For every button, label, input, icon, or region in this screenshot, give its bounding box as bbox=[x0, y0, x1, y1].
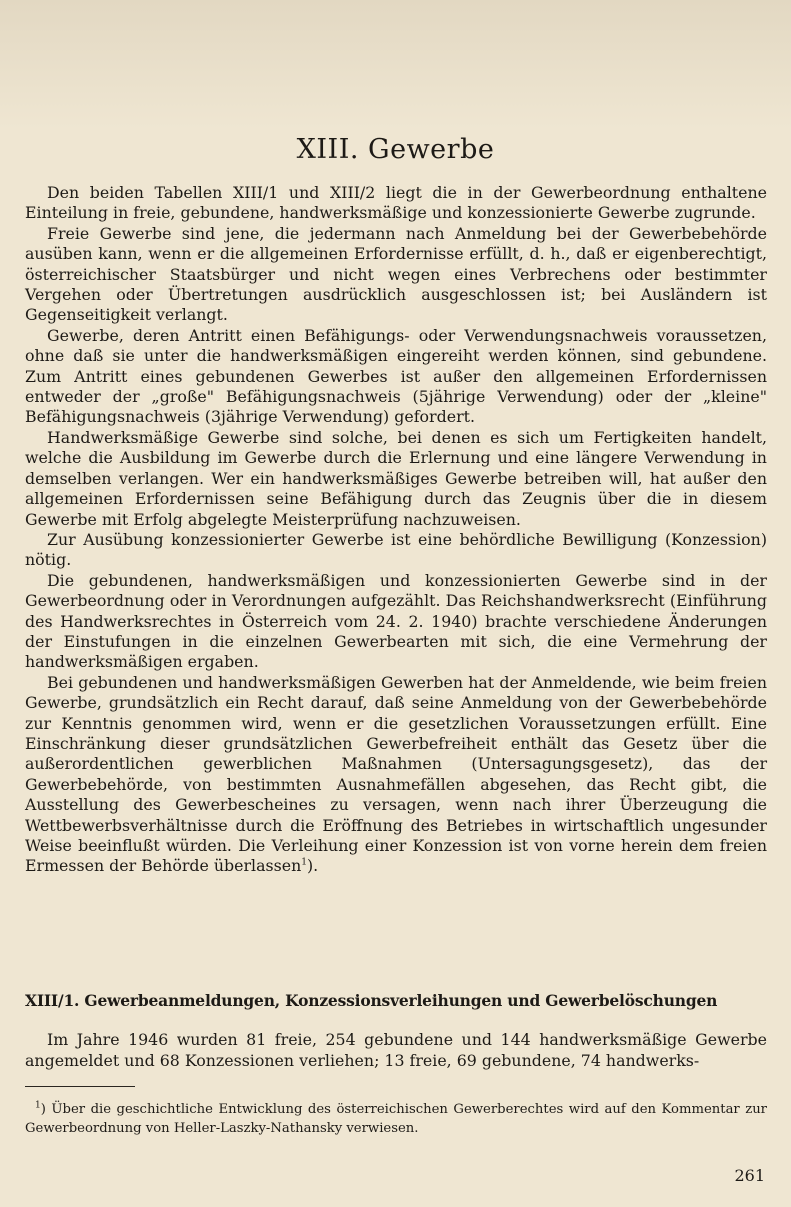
paragraph-last bbox=[25, 673, 767, 877]
footnote-divider bbox=[25, 1086, 135, 1087]
page-number: 261 bbox=[734, 1166, 765, 1185]
paragraph: Zur Ausübung konzessionierter Gewerbe ist eine behördliche Bewilligung (Konzession) nötig. bbox=[25, 529, 767, 570]
section-body bbox=[25, 1029, 767, 1071]
footnote-marker: 1 bbox=[35, 1100, 41, 1111]
section-heading: XIII/1. Gewerbeanmeldungen, Konzessionsverleihungen und Gewerbelöschungen bbox=[25, 991, 718, 1010]
paragraph: Freie Gewerbe sind jene, die jedermann nach Anmeldung bei der Gewerbebehörde ausüben kann, wenn er die allgemeinen Erfordernisse erfüllt, d. h., daß er eigenberechtigt, österreichischer Staatsbürger und nicht wegen eines Verbrechens oder bestimmter Vergehen oder Übertretungen ausdrücklich ausgeschlossen ist; bei Ausländern ist Gegenseitigkeit verlangt. bbox=[25, 223, 767, 325]
paragraph-text: Bei gebundenen und handwerksmäßigen Gewerben hat der Anmeldende, wie beim freien Gewerbe, grundsätzlich ein Recht darauf, daß seine Anmeldung von der Gewerbebehörde zur Kenntnis genommen wird, wenn er die gesetzlichen Voraussetzungen erfüllt. Eine Einschränkung dieser grundsätzlichen Gewerbefreiheit enthält das Gesetz über die außerordentlichen gewerblichen Maßnahmen (Untersagungsgesetz), das der Gewerbebehörde, von bestimmten Ausnahmefällen abgesehen, das Recht gibt, die Ausstellung des Gewerbescheines zu versagen, wenn nach ihrer Überzeugung die Wettbewerbsverhältnisse durch die Eröffnung des Betriebes in wirtschaftlich ungesunder Weise beeinflußt würden. Die Verleihung einer Konzession ist von vorne herein dem freien Ermessen der Behörde überlassen bbox=[25, 672, 767, 876]
section-paragraph: Im Jahre 1946 wurden 81 freie, 254 gebundene und 144 handwerksmäßige Gewerbe angemeldet und 68 Konzessionen verliehen; 13 freie, 69 gebundene, 74 handwerks- bbox=[25, 1030, 767, 1070]
paragraph: Handwerksmäßige Gewerbe sind solche, bei denen es sich um Fertigkeiten handelt, welche die Ausbildung im Gewerbe durch die Erlernung und eine längere Verwendung in demselben verlangen. Wer ein handwerksmäßiges Gewerbe betreiben will, hat außer den allgemeinen Erfordernissen seine Befähigung durch das Zeugnis über die in diesem Gewerbe mit Erfolg abgelegte Meisterprüfung nachzuweisen. bbox=[25, 427, 767, 529]
footnote-marker-suffix: ) bbox=[40, 1102, 46, 1117]
footnote bbox=[25, 1100, 767, 1138]
bleed-through-shadow bbox=[0, 0, 791, 130]
footnote-reference[interactable]: 1 bbox=[301, 858, 308, 869]
footnote-text: Über die geschichtliche Entwicklung des österreichischen Gewerberechtes wird auf den Kommentar zur Gewerbeordnung von Heller-Laszky-Nathansky verwiesen. bbox=[25, 1102, 767, 1136]
paragraph: Den beiden Tabellen XIII/1 und XIII/2 liegt die in der Gewerbeordnung enthaltene Einteilung in freie, gebundene, handwerksmäßige und konzessionierte Gewerbe zugrunde. bbox=[25, 183, 767, 223]
chapter-body bbox=[25, 183, 767, 877]
chapter-title: XIII. Gewerbe bbox=[296, 134, 495, 165]
paragraph: Gewerbe, deren Antritt einen Befähigungs- oder Verwendungsnachweis voraussetzen, ohne daß sie unter die handwerksmäßigen eingereiht werden können, sind gebundene. Zum Antritt eines gebundenen Gewerbes ist außer den allgemeinen Erfordernissen entweder der „große" Befähigungsnachweis (5jährige Verwendung) oder der „kleine" Befähigungsnachweis (3jährige Verwendung) gefordert. bbox=[25, 325, 767, 427]
paragraph: Die gebundenen, handwerksmäßigen und konzessionierten Gewerbe sind in der Gewerbeordnung oder in Verordnungen aufgezählt. Das Reichshandwerksrecht (Einführung des Handwerksrechtes in Österreich vom 24. 2. 1940) brachte verschiedene Änderungen der Einstufungen in die einzelnen Gewerbearten mit sich, die eine Vermehrung der handwerksmäßigen ergaben. bbox=[25, 570, 767, 672]
closing-punctuation: ). bbox=[307, 856, 319, 876]
